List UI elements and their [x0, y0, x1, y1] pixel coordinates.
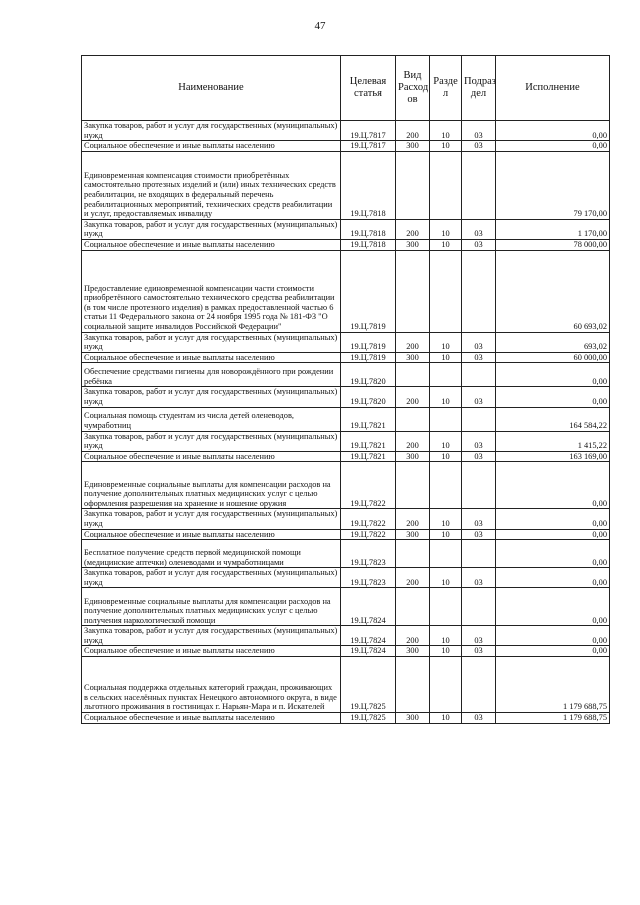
row-razdel: 10 — [430, 141, 462, 152]
row-razdel: 10 — [430, 713, 462, 724]
table-header-row — [82, 56, 610, 121]
row-execution: 0,00 — [496, 626, 610, 646]
table-row — [82, 141, 610, 152]
col-header-name: Наименование — [82, 56, 341, 121]
row-name: Закупка товаров, работ и услуг для государственных (муниципальных) нужд — [82, 121, 341, 141]
row-razdel — [430, 462, 462, 509]
row-vid — [396, 657, 430, 713]
row-execution: 0,00 — [496, 121, 610, 141]
row-vid — [396, 151, 430, 219]
row-razdel: 10 — [430, 431, 462, 451]
row-podrazdel: 03 — [462, 431, 496, 451]
row-vid — [396, 540, 430, 568]
row-podrazdel: 03 — [462, 332, 496, 352]
row-vid: 300 — [396, 239, 430, 250]
row-podrazdel: 03 — [462, 646, 496, 657]
row-razdel — [430, 250, 462, 332]
row-target-code: 19.Ц.7818 — [341, 151, 396, 219]
row-execution: 0,00 — [496, 141, 610, 152]
row-name: Закупка товаров, работ и услуг для государственных (муниципальных) нужд — [82, 387, 341, 407]
col-header-target: Целевая статья — [341, 56, 396, 121]
row-name: Социальное обеспечение и иные выплаты населению — [82, 713, 341, 724]
row-execution: 0,00 — [496, 540, 610, 568]
row-execution: 0,00 — [496, 509, 610, 529]
row-podrazdel: 03 — [462, 626, 496, 646]
page-number: 47 — [314, 20, 326, 32]
table-row — [82, 332, 610, 352]
table-row — [82, 588, 610, 626]
row-vid: 200 — [396, 219, 430, 239]
col-header-razdel: Разде л — [430, 56, 462, 121]
row-execution: 1 170,00 — [496, 219, 610, 239]
row-execution: 0,00 — [496, 568, 610, 588]
row-execution: 163 169,00 — [496, 451, 610, 462]
row-target-code: 19.Ц.7823 — [341, 568, 396, 588]
table-row — [82, 462, 610, 509]
row-execution: 1 179 688,75 — [496, 713, 610, 724]
row-vid: 300 — [396, 646, 430, 657]
row-vid: 300 — [396, 141, 430, 152]
row-name: Обеспечение средствами гигиены для новорождённого при рождении ребёнка — [82, 363, 341, 387]
row-razdel: 10 — [430, 332, 462, 352]
table-row — [82, 363, 610, 387]
row-vid: 200 — [396, 509, 430, 529]
row-target-code: 19.Ц.7819 — [341, 332, 396, 352]
row-razdel — [430, 540, 462, 568]
table-row — [82, 407, 610, 431]
table-row — [82, 713, 610, 724]
table-row — [82, 657, 610, 713]
row-execution: 78 000,00 — [496, 239, 610, 250]
row-razdel — [430, 657, 462, 713]
row-name: Социальное обеспечение и иные выплаты населению — [82, 352, 341, 363]
table-row — [82, 431, 610, 451]
row-target-code: 19.Ц.7822 — [341, 509, 396, 529]
row-target-code: 19.Ц.7820 — [341, 363, 396, 387]
row-podrazdel: 03 — [462, 509, 496, 529]
row-target-code: 19.Ц.7824 — [341, 588, 396, 626]
row-execution: 693,02 — [496, 332, 610, 352]
row-vid: 300 — [396, 352, 430, 363]
row-name: Закупка товаров, работ и услуг для государственных (муниципальных) нужд — [82, 219, 341, 239]
row-razdel: 10 — [430, 352, 462, 363]
row-name: Социальная помощь студентам из числа детей оленеводов, чумработниц — [82, 407, 341, 431]
row-razdel: 10 — [430, 239, 462, 250]
row-name: Закупка товаров, работ и услуг для государственных (муниципальных) нужд — [82, 626, 341, 646]
row-razdel — [430, 588, 462, 626]
row-razdel: 10 — [430, 219, 462, 239]
row-execution: 0,00 — [496, 646, 610, 657]
row-razdel: 10 — [430, 121, 462, 141]
row-target-code: 19.Ц.7818 — [341, 239, 396, 250]
row-vid: 200 — [396, 431, 430, 451]
row-podrazdel — [462, 151, 496, 219]
col-header-execution: Исполнение — [496, 56, 610, 121]
row-name: Социальное обеспечение и иные выплаты населению — [82, 529, 341, 540]
row-name: Закупка товаров, работ и услуг для государственных (муниципальных) нужд — [82, 509, 341, 529]
row-name: Бесплатное получение средств первой медицинской помощи (медицинские аптечки) оленеводами и чумработницами — [82, 540, 341, 568]
row-razdel: 10 — [430, 529, 462, 540]
table-row — [82, 387, 610, 407]
row-name: Единовременные социальные выплаты для компенсации расходов на получение дополнительных платных медицинских услуг с целью получения наркологической помощи — [82, 588, 341, 626]
row-execution: 0,00 — [496, 387, 610, 407]
row-name: Социальное обеспечение и иные выплаты населению — [82, 451, 341, 462]
table-row — [82, 250, 610, 332]
row-target-code: 19.Ц.7817 — [341, 141, 396, 152]
row-vid — [396, 462, 430, 509]
row-target-code: 19.Ц.7823 — [341, 540, 396, 568]
row-name: Единовременные социальные выплаты для компенсации расходов на получение дополнительных платных медицинских услуг с целью оформления разрешения на хранение и ношение оружия — [82, 462, 341, 509]
row-name: Социальное обеспечение и иные выплаты населению — [82, 141, 341, 152]
row-podrazdel: 03 — [462, 568, 496, 588]
row-podrazdel: 03 — [462, 387, 496, 407]
row-target-code: 19.Ц.7820 — [341, 387, 396, 407]
row-razdel: 10 — [430, 451, 462, 462]
row-podrazdel: 03 — [462, 451, 496, 462]
row-target-code: 19.Ц.7821 — [341, 451, 396, 462]
row-vid: 200 — [396, 332, 430, 352]
row-name: Социальная поддержка отдельных категорий граждан, проживающих в сельских населённых пунктах Ненецкого автономного округа, в виде льготного проживания в гостиницах г. Нарьян-Мара и п. Искателей — [82, 657, 341, 713]
row-target-code: 19.Ц.7824 — [341, 626, 396, 646]
table-row — [82, 219, 610, 239]
row-target-code: 19.Ц.7822 — [341, 529, 396, 540]
row-target-code: 19.Ц.7821 — [341, 431, 396, 451]
col-header-vid: Вид Расход ов — [396, 56, 430, 121]
row-name: Единовременная компенсация стоимости приобретённых самостоятельно протезных изделий и (или) иных технических средств реабилитации, не входящих в федеральный перечень реабилитационных мероприятий, технических средств реабилитации и услуг, предоставляемых инвалиду — [82, 151, 341, 219]
table-row — [82, 121, 610, 141]
row-vid: 300 — [396, 713, 430, 724]
row-vid: 200 — [396, 568, 430, 588]
table-row — [82, 626, 610, 646]
row-podrazdel: 03 — [462, 713, 496, 724]
row-execution: 1 415,22 — [496, 431, 610, 451]
row-target-code: 19.Ц.7819 — [341, 352, 396, 363]
row-execution: 0,00 — [496, 588, 610, 626]
row-vid: 200 — [396, 626, 430, 646]
row-razdel — [430, 407, 462, 431]
row-execution: 0,00 — [496, 529, 610, 540]
row-name: Социальное обеспечение и иные выплаты населению — [82, 239, 341, 250]
row-razdel: 10 — [430, 626, 462, 646]
row-execution: 1 179 688,75 — [496, 657, 610, 713]
row-vid — [396, 363, 430, 387]
row-vid — [396, 407, 430, 431]
row-razdel — [430, 363, 462, 387]
table-row — [82, 239, 610, 250]
row-name: Предоставление единовременной компенсации части стоимости приобретённого самостоятельно технического средства реабилитации (в том числе протезного изделия) в рамках предоставленной частью 6 статьи 11 Федерального закона от 24 ноября 1995 года № 181-ФЗ "О социальной защите инвалидов Российской Федерации" — [82, 250, 341, 332]
row-vid: 200 — [396, 387, 430, 407]
row-target-code: 19.Ц.7819 — [341, 250, 396, 332]
row-target-code: 19.Ц.7822 — [341, 462, 396, 509]
table-row — [82, 509, 610, 529]
row-name: Закупка товаров, работ и услуг для государственных (муниципальных) нужд — [82, 431, 341, 451]
row-podrazdel — [462, 540, 496, 568]
row-podrazdel: 03 — [462, 141, 496, 152]
row-razdel: 10 — [430, 646, 462, 657]
row-podrazdel — [462, 657, 496, 713]
row-podrazdel — [462, 363, 496, 387]
table-row — [82, 451, 610, 462]
row-podrazdel — [462, 250, 496, 332]
row-razdel: 10 — [430, 387, 462, 407]
row-target-code: 19.Ц.7825 — [341, 713, 396, 724]
row-razdel: 10 — [430, 568, 462, 588]
row-podrazdel: 03 — [462, 219, 496, 239]
row-name: Социальное обеспечение и иные выплаты населению — [82, 646, 341, 657]
row-podrazdel: 03 — [462, 529, 496, 540]
table-row — [82, 540, 610, 568]
row-execution: 164 584,22 — [496, 407, 610, 431]
row-vid: 300 — [396, 451, 430, 462]
row-podrazdel — [462, 407, 496, 431]
row-execution: 0,00 — [496, 363, 610, 387]
table-row — [82, 352, 610, 363]
row-podrazdel: 03 — [462, 352, 496, 363]
table-row — [82, 568, 610, 588]
table-row — [82, 646, 610, 657]
row-name: Закупка товаров, работ и услуг для государственных (муниципальных) нужд — [82, 332, 341, 352]
row-execution: 0,00 — [496, 462, 610, 509]
row-target-code: 19.Ц.7817 — [341, 121, 396, 141]
row-name: Закупка товаров, работ и услуг для государственных (муниципальных) нужд — [82, 568, 341, 588]
row-execution: 60 000,00 — [496, 352, 610, 363]
table-row — [82, 529, 610, 540]
row-podrazdel: 03 — [462, 121, 496, 141]
row-execution: 79 170,00 — [496, 151, 610, 219]
table-row — [82, 151, 610, 219]
row-podrazdel — [462, 588, 496, 626]
row-razdel — [430, 151, 462, 219]
row-podrazdel — [462, 462, 496, 509]
row-target-code: 19.Ц.7821 — [341, 407, 396, 431]
row-execution: 60 693,02 — [496, 250, 610, 332]
row-vid — [396, 588, 430, 626]
row-podrazdel: 03 — [462, 239, 496, 250]
row-target-code: 19.Ц.7824 — [341, 646, 396, 657]
col-header-podrazdel: Подраз дел — [462, 56, 496, 121]
row-target-code: 19.Ц.7818 — [341, 219, 396, 239]
row-target-code: 19.Ц.7825 — [341, 657, 396, 713]
budget-table — [81, 55, 610, 724]
row-vid — [396, 250, 430, 332]
row-razdel: 10 — [430, 509, 462, 529]
row-vid: 200 — [396, 121, 430, 141]
row-vid: 300 — [396, 529, 430, 540]
